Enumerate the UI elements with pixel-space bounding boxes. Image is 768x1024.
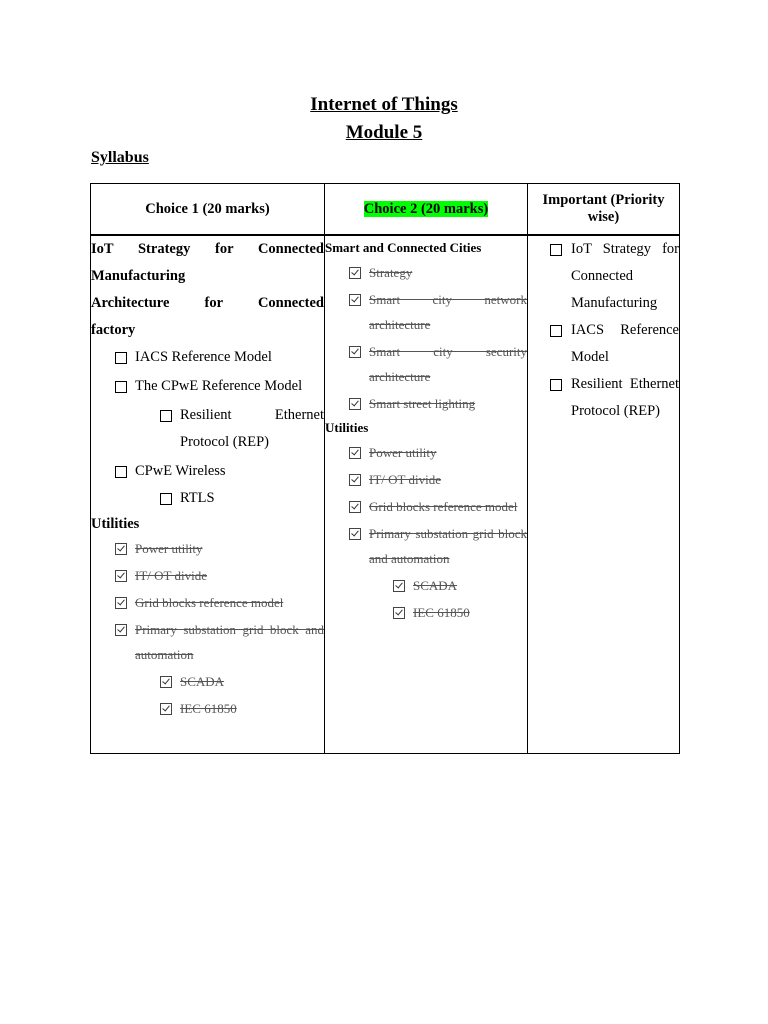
header-choice-2: [325, 184, 528, 236]
list-item: IT/ OT divide: [349, 467, 527, 492]
list-item: Smart city security architecture: [349, 339, 527, 389]
checkbox-icon[interactable]: [160, 493, 172, 505]
topic-heading: Manufacturing: [91, 268, 186, 284]
list-item: IEC 61850: [393, 600, 527, 625]
checked-checkbox-icon[interactable]: [160, 676, 172, 688]
checked-checkbox-icon[interactable]: [160, 703, 172, 715]
checkbox-icon[interactable]: [115, 466, 127, 478]
list-item: Resilient Ethernet Protocol (REP): [550, 371, 679, 425]
checked-checkbox-icon[interactable]: [393, 607, 405, 619]
list-item: SCADA: [160, 669, 324, 694]
checked-checkbox-icon[interactable]: [115, 543, 127, 555]
checked-checkbox-icon[interactable]: [349, 346, 361, 358]
choice-1-cell: [91, 235, 325, 754]
table-body-row: [91, 235, 680, 754]
list-item: IT/ OT divide: [115, 563, 324, 588]
list-item: IoT Strategy for Connected Manufacturing: [550, 236, 679, 317]
checkbox-icon[interactable]: [115, 352, 127, 364]
list-item: SCADA: [393, 573, 527, 598]
checked-checkbox-icon[interactable]: [349, 398, 361, 410]
list-item: Power utility: [115, 536, 324, 561]
checked-checkbox-icon[interactable]: [115, 570, 127, 582]
table-header-row: [91, 184, 680, 236]
checked-checkbox-icon[interactable]: [349, 528, 361, 540]
module-title: Module 5: [345, 122, 423, 143]
checked-checkbox-icon[interactable]: [349, 474, 361, 486]
list-item: Primary substation grid block and automation: [115, 617, 324, 667]
list-item: Grid blocks reference model: [115, 590, 324, 615]
choice-2-cell: [325, 235, 528, 754]
checked-checkbox-icon[interactable]: [115, 597, 127, 609]
topic-heading: Architecture for Connected: [91, 295, 324, 311]
list-item: IACS Reference Model: [550, 317, 679, 371]
document-title: Internet of Things: [310, 94, 458, 115]
list-item: Power utility: [349, 440, 527, 465]
utilities-heading: Utilities: [325, 420, 369, 435]
highlighted-header-text: Choice 2 (20 marks): [363, 200, 489, 217]
checked-checkbox-icon[interactable]: [349, 501, 361, 513]
checkbox-icon[interactable]: [160, 410, 172, 422]
section-heading-syllabus: Syllabus: [91, 149, 149, 166]
checkbox-icon[interactable]: [550, 244, 562, 256]
header-important: Important (Priority wise): [528, 184, 680, 236]
list-item: CPwE Wireless: [115, 458, 324, 485]
list-item: Smart city network architecture: [349, 287, 527, 337]
list-item: RTLS: [160, 485, 324, 512]
list-item: IACS Reference Model: [115, 344, 324, 371]
important-cell: [528, 235, 680, 754]
checked-checkbox-icon[interactable]: [115, 624, 127, 636]
syllabus-table: [90, 183, 680, 754]
header-choice-1: Choice 1 (20 marks): [91, 184, 325, 236]
list-item: IEC 61850: [160, 696, 324, 721]
checkbox-icon[interactable]: [115, 381, 127, 393]
topic-heading: IoT Strategy for Connected: [91, 241, 324, 257]
list-item: Smart street lighting: [349, 391, 527, 416]
checkbox-icon[interactable]: [550, 379, 562, 391]
utilities-heading: Utilities: [91, 516, 140, 532]
topic-heading: Smart and Connected Cities: [325, 240, 482, 255]
checked-checkbox-icon[interactable]: [349, 447, 361, 459]
list-item: Resilient Ethernet Protocol (REP): [160, 402, 324, 456]
checked-checkbox-icon[interactable]: [393, 580, 405, 592]
checked-checkbox-icon[interactable]: [349, 267, 361, 279]
list-item: Strategy: [349, 260, 527, 285]
list-item: Primary substation grid block and automation: [349, 521, 527, 571]
list-item: The CPwE Reference Model: [115, 373, 324, 400]
list-item: Grid blocks reference model: [349, 494, 527, 519]
topic-heading: factory: [91, 322, 136, 338]
checked-checkbox-icon[interactable]: [349, 294, 361, 306]
checkbox-icon[interactable]: [550, 325, 562, 337]
